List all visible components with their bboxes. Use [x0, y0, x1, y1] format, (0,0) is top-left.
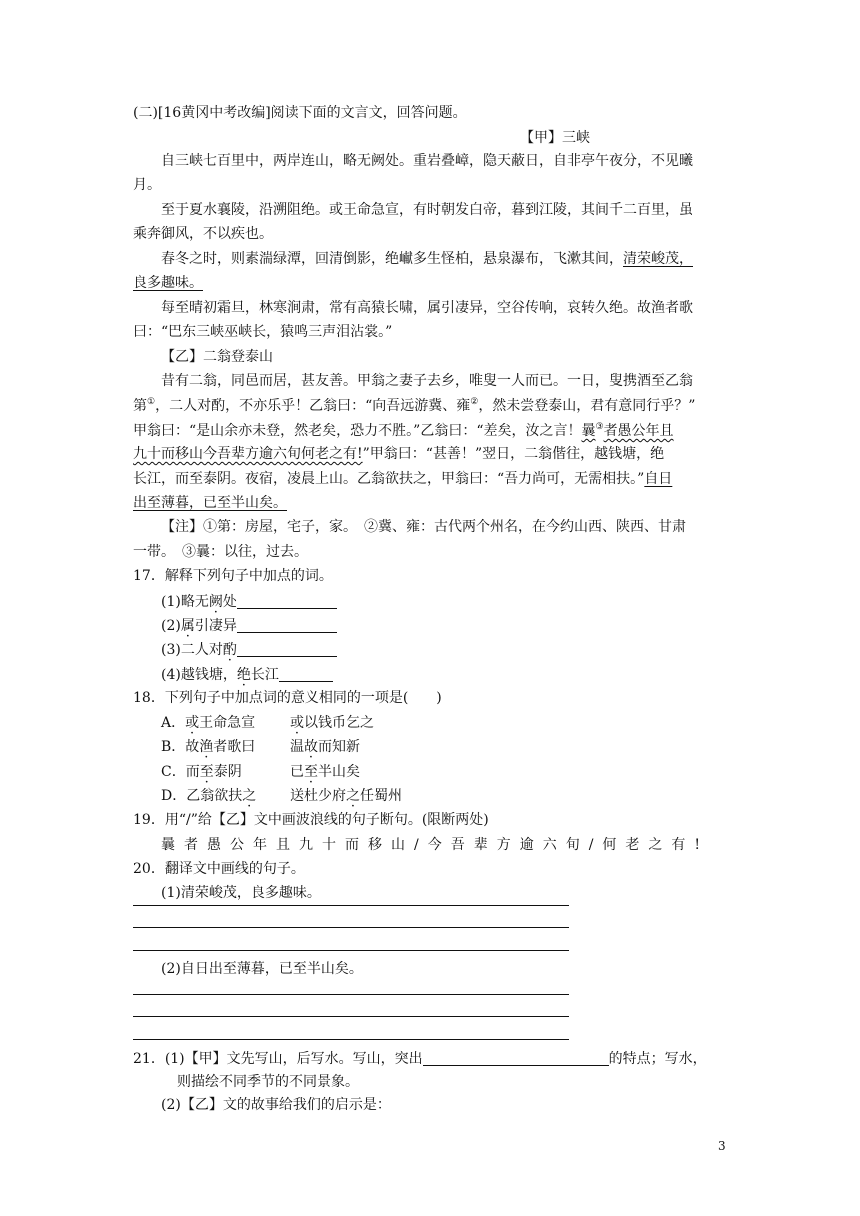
dotted-word: 渔 — [199, 739, 214, 755]
option-text: 泰阴 — [213, 764, 242, 780]
jia-paragraph-4-cont: 曰：“巴东三峡巫峡长，猿鸣三声泪沾裳。” — [133, 324, 393, 340]
yi-line-6-underlined: 出至薄暮，已至半山矣。 — [133, 495, 287, 511]
answer-line[interactable] — [133, 927, 569, 928]
q17-text: (2) — [161, 618, 181, 634]
option-text: 以钱币乞之 — [304, 715, 374, 731]
q18-option-b[interactable] — [161, 740, 255, 754]
dotted-word: 属 — [180, 618, 195, 634]
option-text: 半山矣 — [318, 764, 360, 780]
yi-text: ，然未尝登泰山，君有意同行乎？” — [478, 398, 696, 414]
yi-line-1: 昔有二翁，同邑而居，甚友善。甲翁之妻子去乡，唯叟一人而已。一日，叟携酒至乙翁 — [161, 373, 693, 389]
answer-blank[interactable] — [423, 1051, 609, 1066]
q21-line-3: (2)【乙】文的故事给我们的启示是： — [161, 1097, 391, 1113]
option-text: 王命急宣 — [199, 715, 256, 731]
jia-p3-underlined: 清荣峻茂， — [623, 251, 693, 267]
q17-item-1 — [161, 594, 337, 609]
q21-text: 的特点；写水， — [608, 1051, 707, 1067]
q19-stem: 19．用“/”给【乙】文中画波浪线的句子断句。(限断两处) — [133, 812, 489, 828]
yi-line-2 — [133, 398, 695, 413]
answer-line[interactable] — [133, 1016, 569, 1017]
jia-paragraph-2: 至于夏水襄陵，沿溯阻绝。或王命急宣，有时朝发白帝，暮到江陵，其间千二百里，虽 — [161, 202, 693, 218]
option-text: 温 — [290, 739, 304, 755]
page-number: 3 — [718, 1139, 726, 1153]
jia-paragraph-3-cont-underlined: 良多趣味。 — [133, 275, 203, 291]
answer-line[interactable] — [133, 905, 569, 906]
dotted-word: 或 — [185, 715, 200, 731]
option-letter: A． — [161, 715, 186, 731]
option-text: 故 — [185, 739, 200, 755]
q18-option-c-pair — [290, 765, 360, 779]
option-text: 任蜀州 — [360, 788, 402, 804]
option-text: 而 — [185, 764, 200, 780]
option-text: 而知新 — [318, 739, 360, 755]
q18-stem: 18．下列句子中加点词的意义相同的一项是( ) — [133, 690, 442, 706]
answer-blank[interactable] — [237, 594, 337, 609]
option-letter: B． — [161, 739, 186, 755]
option-text: 乙翁欲扶 — [186, 788, 243, 804]
q17-text: (4)越钱塘， — [161, 667, 237, 683]
answer-blank[interactable] — [279, 667, 333, 682]
option-text: 送杜少府 — [290, 788, 346, 804]
q18-option-d[interactable] — [161, 789, 256, 803]
q17-text: 引凄异 — [194, 618, 237, 634]
yi-text: 第 — [133, 398, 147, 414]
q17-text: (3)二人对 — [161, 642, 223, 658]
answer-blank[interactable] — [237, 642, 337, 657]
q20-stem: 20．翻译文中画线的句子。 — [133, 861, 305, 877]
wavy-underlined-text: 者愚公年且 — [603, 423, 674, 439]
dotted-word: 故 — [304, 739, 318, 755]
yi-line-3 — [133, 423, 674, 438]
jia-paragraph-1: 自三峡七百里中，两岸连山，略无阙处。重岩叠嶂，隐天蔽日，自非亭午夜分，不见曦 — [161, 153, 693, 169]
yi-line-5 — [133, 472, 672, 486]
dotted-word: 之 — [242, 788, 257, 804]
q21-line-1 — [133, 1051, 707, 1066]
q18-option-a-pair — [290, 716, 374, 730]
option-text: 已 — [290, 764, 304, 780]
dotted-word: 酌 — [222, 642, 237, 658]
footnote-marker: ① — [147, 397, 156, 407]
q17-item-3 — [161, 642, 337, 657]
yi-text: 甲翁曰：“是山余亦未登，然老矣，恐力不胜。”乙翁曰：“差矣，汝之言！ — [133, 423, 582, 439]
section-title: (二)[16黄冈中考改编]阅读下面的文言文，回答问题。 — [133, 105, 467, 121]
option-letter: C． — [161, 764, 186, 780]
yi-text: ”甲翁曰：“甚善！”翌日，二翁偕往，越钱塘，绝 — [362, 446, 665, 462]
dotted-word: 绝 — [236, 667, 251, 683]
dotted-word: 之 — [346, 788, 360, 804]
jia-p3-text: 春冬之时，则素湍绿潭，回清倒影，绝𪩘多生怪柏，悬泉瀑布，飞漱其间， — [161, 251, 623, 267]
dotted-word: 或 — [290, 715, 304, 731]
jia-paragraph-2-cont: 乘奔御风，不以疾也。 — [133, 226, 273, 242]
footnote-marker: ③ — [595, 422, 604, 432]
q18-option-a[interactable] — [161, 716, 255, 730]
q21-text: 21．(1)【甲】文先写山，后写水。写山，突出 — [133, 1051, 423, 1067]
q17-item-2 — [161, 618, 337, 633]
q20-sentence-1: (1)清荣峻茂，良多趣味。 — [161, 885, 321, 901]
q20-sentence-2: (2)自日出至薄暮，已至半山矣。 — [161, 961, 363, 977]
dotted-word: 至 — [304, 764, 318, 780]
underlined-text: 自日 — [644, 471, 673, 487]
q17-text: 处 — [222, 594, 237, 610]
q19-sentence: 曩者愚公年且九十而移山/今吾辈方逾六旬/何老之有! — [161, 837, 710, 853]
answer-line[interactable] — [133, 1039, 569, 1040]
q21-line-2: 则描绘不同季节的不同景象。 — [177, 1074, 359, 1090]
dotted-word: 至 — [199, 764, 214, 780]
wavy-underlined-text: 九十而移山今吾辈方逾六旬何老之有! — [133, 446, 363, 462]
passage-yi-title: 【乙】二翁登泰山 — [161, 349, 273, 365]
q17-text: 长江 — [250, 667, 279, 683]
footnote-marker: ② — [470, 397, 479, 407]
q18-option-c[interactable] — [161, 765, 242, 779]
note-line-1: 【注】①第：房屋，宅子，家。 ②冀、雍：古代两个州名，在今约山西、陕西、甘肃 — [161, 519, 686, 535]
passage-jia-title: 【甲】三峡 — [520, 130, 590, 146]
q17-item-4 — [161, 667, 333, 682]
option-text: 者歌曰 — [213, 739, 256, 755]
jia-paragraph-1-cont: 月。 — [133, 177, 161, 193]
yi-line-4 — [133, 447, 664, 461]
q18-option-d-pair — [290, 789, 402, 803]
jia-paragraph-3 — [161, 252, 693, 266]
jia-paragraph-4: 每至晴初霜旦，林寒涧肃，常有高猿长啸，属引凄异，空谷传响，哀转久绝。故渔者歌 — [161, 300, 693, 316]
yi-text: ，二人对酌，不亦乐乎！乙翁曰：“向吾远游冀、雍 — [155, 398, 471, 414]
option-letter: D． — [161, 788, 187, 804]
answer-blank[interactable] — [237, 618, 337, 633]
wavy-underlined-text: 曩 — [581, 423, 596, 439]
q17-stem: 17．解释下列句子中加点的词。 — [133, 568, 333, 584]
dotted-word: 阙 — [208, 594, 223, 610]
answer-line[interactable] — [133, 994, 569, 995]
q18-option-b-pair — [290, 740, 360, 754]
yi-text: 长江，而至泰阴。夜宿，凌晨上山。乙翁欲扶之，甲翁曰：“吾力尚可，无需相扶。” — [133, 471, 645, 487]
q17-text: (1)略无 — [161, 594, 209, 610]
note-line-2: 一带。 ③曩：以往，过去。 — [133, 544, 308, 560]
answer-line[interactable] — [133, 950, 569, 951]
